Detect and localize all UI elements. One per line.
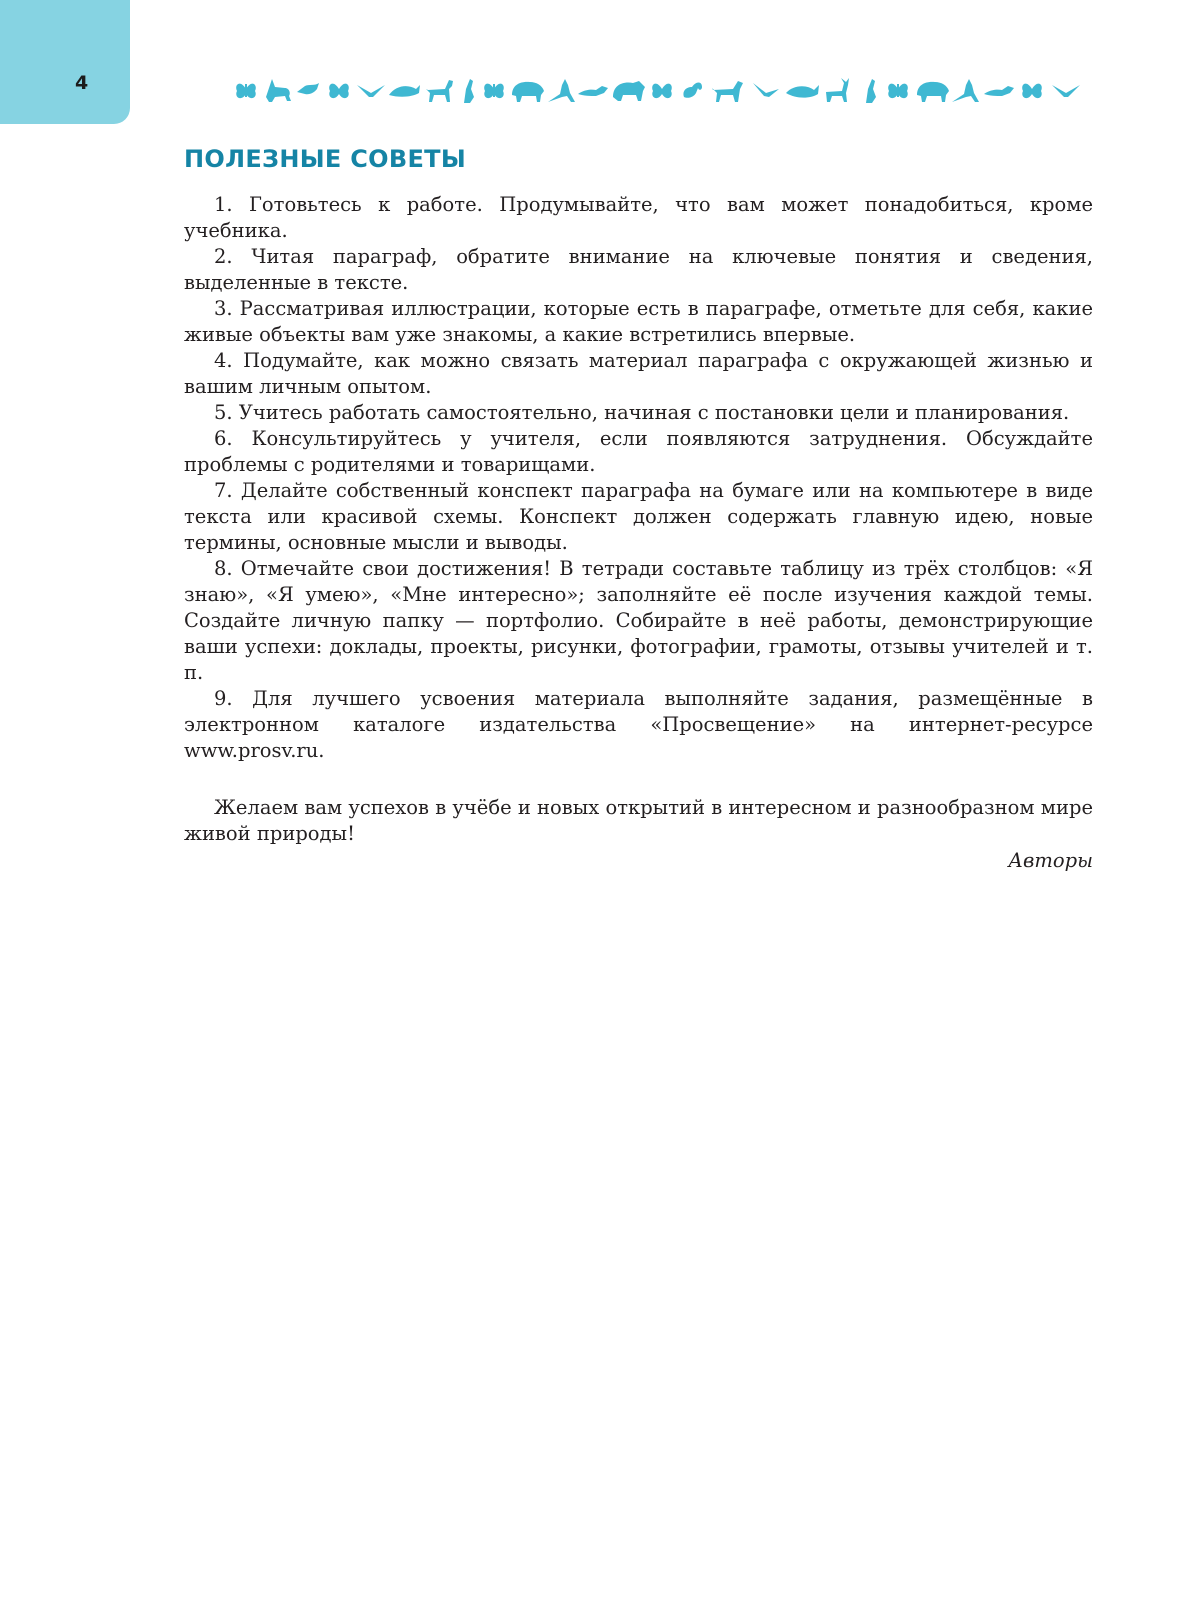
page-number: 4 bbox=[75, 72, 89, 94]
tip-item: 2. Читая параграф, обратите внимание на ключевые понятия и сведения, выделенные в тексте. bbox=[184, 245, 1093, 294]
bison-icon bbox=[512, 82, 544, 102]
tips-list bbox=[184, 192, 1093, 764]
bird-icon bbox=[357, 85, 385, 97]
deer-icon bbox=[826, 78, 849, 102]
butterfly-icon bbox=[888, 84, 908, 98]
butterfly-icon bbox=[652, 84, 672, 98]
lizard-icon bbox=[578, 86, 608, 96]
closing-paragraph: Желаем вам успехов в учёбе и новых открытий в интересном и разнообразном мире живой природы! bbox=[184, 796, 1093, 845]
kangaroo-icon bbox=[952, 79, 979, 102]
whale-icon bbox=[786, 85, 819, 98]
bird-icon bbox=[1052, 85, 1080, 97]
butterfly-icon bbox=[484, 84, 504, 98]
dolphin-icon bbox=[389, 85, 420, 97]
fox-icon bbox=[266, 79, 291, 102]
tip-item: 4. Подумайте, как можно связать материал параграфа с окружающей жизнью и вашим личным опытом. bbox=[184, 349, 1093, 398]
bird-icon bbox=[866, 79, 876, 103]
tip-item: 7. Делайте собственный конспект параграфа на бумаге или на компьютере в виде текста или красивой схемы. Конспект должен содержать главную идею, новые термины, основные мысли и выводы. bbox=[184, 479, 1093, 554]
horse-icon bbox=[426, 80, 453, 102]
authors-signature: Авторы bbox=[1008, 849, 1093, 872]
bird-icon bbox=[297, 83, 319, 94]
tip-item: 5. Учитесь работать самостоятельно, начиная с постановки цели и планирования. bbox=[214, 401, 1070, 424]
lizard-icon bbox=[984, 86, 1014, 96]
tip-item: 8. Отмечайте свои достижения! В тетради составьте таблицу из трёх столбцов: «Я знаю», «Я умею», «Мне интересно»; заполняйте её после изучения каждой темы. Создайте личную папку — портфолио. Собирайте в неё работы, демонстрирующие ваши успехи: доклады, проекты, рисунки, фотографии, грамоты, отзывы учителей и т. п. bbox=[184, 557, 1093, 684]
butterfly-icon bbox=[1022, 84, 1042, 98]
butterfly-icon bbox=[329, 84, 349, 98]
bison-icon bbox=[917, 82, 949, 102]
horse-icon bbox=[712, 81, 743, 102]
bear-icon bbox=[613, 81, 645, 101]
bird-icon bbox=[464, 79, 474, 103]
bird-icon bbox=[753, 83, 779, 97]
page-number-tab bbox=[0, 0, 130, 124]
kangaroo-icon bbox=[548, 79, 575, 102]
section-title: ПОЛЕЗНЫЕ СОВЕТЫ bbox=[184, 145, 467, 173]
tip-item: 9. Для лучшего усвоения материала выполняйте задания, размещённые в электронном каталоге издательства «Просвещение» на интернет-ресурсе www.prosv.ru. bbox=[184, 687, 1093, 762]
tip-item: 3. Рассматривая иллюстрации, которые есть в параграфе, отметьте для себя, какие живые объекты вам уже знакомы, а какие встретились впервые. bbox=[184, 297, 1093, 346]
butterfly-icon bbox=[236, 84, 256, 98]
tip-item: 6. Консультируйтесь у учителя, если появляются затруднения. Обсуждайте проблемы с родителями и товарищами. bbox=[184, 427, 1093, 476]
animal-decoration-strip bbox=[236, 76, 1092, 106]
scorpion-icon bbox=[683, 83, 702, 98]
tip-item: 1. Готовьтесь к работе. Продумывайте, что вам может понадобиться, кроме учебника. bbox=[184, 193, 1093, 242]
